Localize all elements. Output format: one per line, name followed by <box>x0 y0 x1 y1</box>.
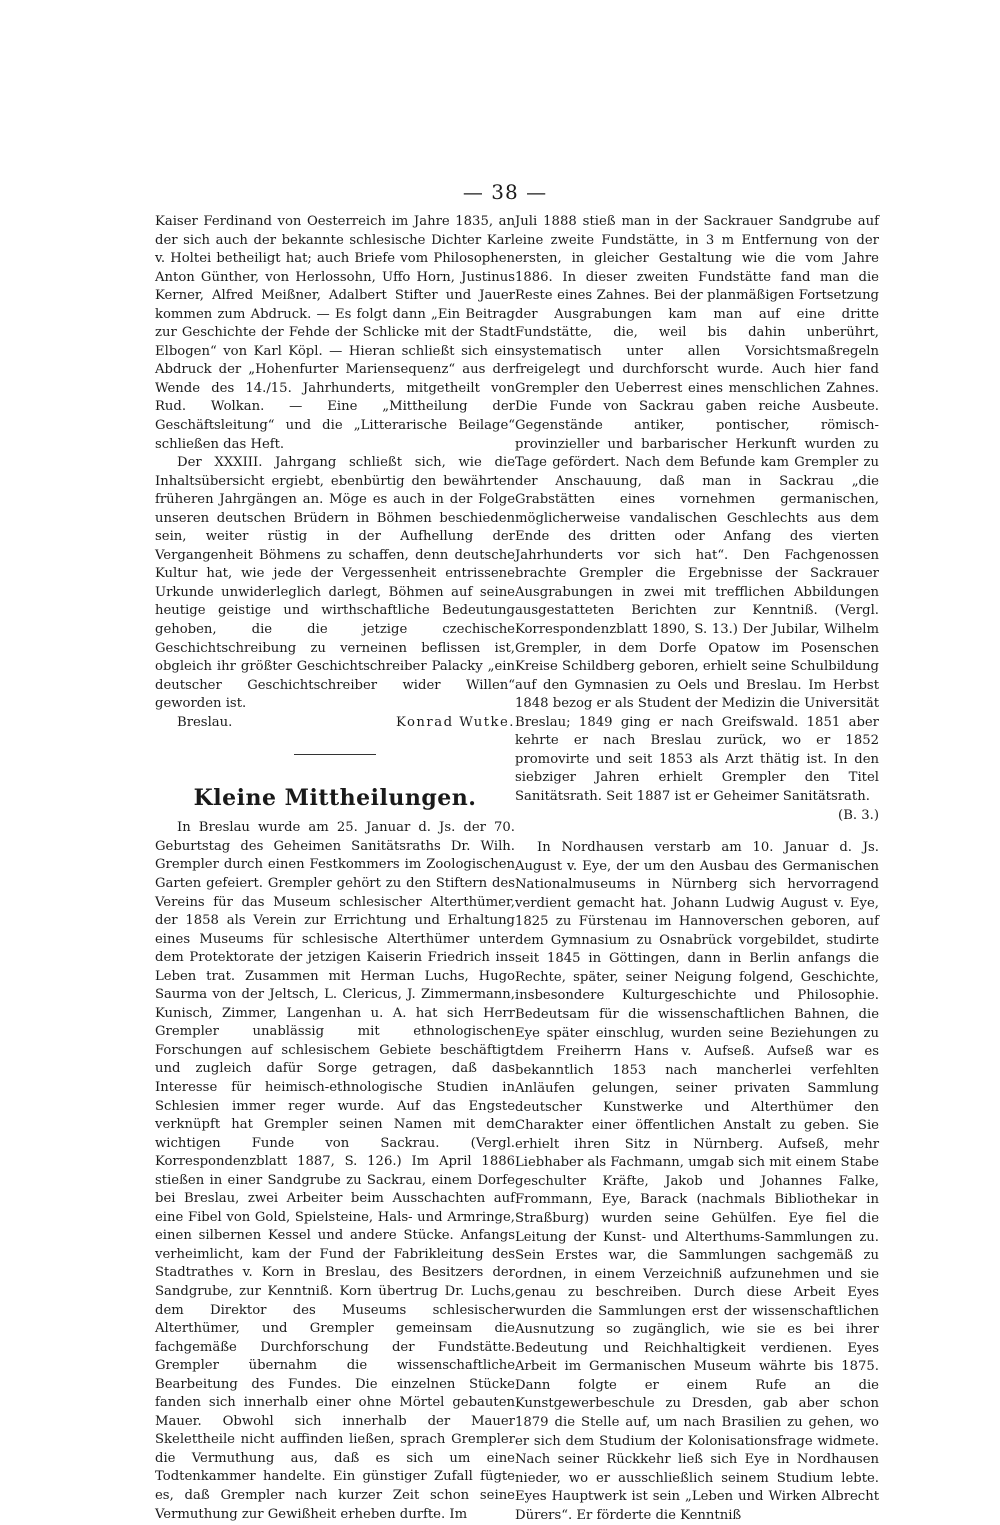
paragraph-gap <box>515 825 879 839</box>
left-column <box>155 213 515 1524</box>
breslau-paragraph: In Breslau wurde am 25. Januar d. Js. der 70. Geburtstag des Geheimen Sanitätsraths Dr. Wilh. Grempler durch einen Festkommers im Zoologischen Garten gefeiert. Grempler gehört zu den Stiftern des Vereins für das Museum schlesischer Alterthümer, der 1858 als Verein zur Errichtung und Erhaltung eines Museums für schlesische Alterthümer unter dem Protektorate der jetzigen Kaiserin Friedrich ins Leben trat. Zusammen mit Herman Luchs, Hugo Saurma von der Jeltsch, L. Clericus, J. Zimmermann, Kunisch, Zimmer, Langenhan u. A. hat sich Herr Grempler unablässig mit ethnologischen Forschungen auf schlesischem Gebiete beschäftigt und zugleich dafür Sorge getragen, daß das Interesse für heimisch-ethnologische Studien in Schlesien immer reger wurde. Auf das Engste verknüpft hat Grempler seinen Namen mit dem wichtigen Funde von Sackrau. (Vergl. Korrespondenzblatt 1887, S. 126.) Im April 1886 stießen in einer Sandgrube zu Sackrau, einem Dorfe bei Breslau, zwei Arbeiter beim Ausschachten auf eine Fibel von Gold, Spielsteine, Hals- und Armringe, einen silbernen Kessel und andere Stücke. Anfangs verheimlicht, kam der Fund der Fabrikleitung des Stadtrathes v. Korn in Breslau, des Besitzers der Sandgrube, zur Kenntniß. Korn übertrug Dr. Luchs, dem Direktor des Museums schlesischer Alterthümer, und Grempler gemeinsam die fachgemäße Durchforschung der Fundstätte. Grempler übernahm die wissenschaftliche Bearbeitung des Fundes. Die einzelnen Stücke fanden sich innerhalb einer ohne Mörtel gebauten Mauer. Obwohl sich innerhalb der Mauer Skelettheile nicht auffinden ließen, sprach Grempler die Vermuthung aus, daß es sich um eine Todtenkammer handelte. Ein günstiger Zufall fügte es, daß Grempler nach kurzer Zeit schon seine Vermuthung zur Gewißheit erheben durfte. Im <box>155 820 515 1522</box>
breslau-paragraph-continued <box>515 213 879 823</box>
author-initials: (B. 3.) <box>838 807 879 823</box>
nordhausen-paragraph: In Nordhausen verstarb am 10. Januar d. Js. August v. Eye, der um den Ausbau des Germanischen Nationalmuseums in Nürnberg sich hervorragend verdient gemacht hat. Johann Ludwig August v. Eye, 1825 zu Fürstenau im Hannoverschen geboren, auf dem Gymnasium zu Osnabrück vorgebildet, studirte seit 1845 in Göttingen, dann in Berlin anfangs die Rechte, später, seiner Neigung folgend, Geschichte, insbesondere Kulturgeschichte und Philosophie. Bedeutsam für die wissenschaftlichen Bahnen, die Eye später einschlug, wurden seine Beziehungen zu dem Freiherrn Hans v. Aufseß. Aufseß war es bekanntlich 1853 nach mancherlei verfehlten Anläufen gelungen, seiner privaten Sammlung deutscher Kunstwerke und Alterthümer den Charakter einer öffentlichen Anstalt zu geben. Sie erhielt ihren Sitz in Nürnberg. Aufseß, mehr Liebhaber als Fachmann, umgab sich mit einem Stabe geschulter Kräfte, Jakob und Johannes Falke, Frommann, Eye, Barack (nachmals Bibliothekar in Straßburg) wurden seine Gehülfen. Eye fiel die Leitung der Kunst- und Alterthums-Sammlungen zu. Sein Erstes war, die Sammlungen sachgemäß zu ordnen, in einem Verzeichniß aufzunehmen und sie genau zu beschreiben. Durch diese Arbeit Eyes wurden die Sammlungen erst der wissenschaftlichen Ausnutzung so zugänglich, wie sie es bei ihrer Bedeutung und Reichhaltigkeit verdienen. Eyes Arbeit im Germanischen Museum währte bis 1875. Dann folgte er einem Rufe an die Kunstgewerbeschule zu Dresden, gab aber schon 1879 die Stelle auf, um nach Brasilien zu gehen, wo er sich dem Studium der Kolonisationsfrage widmete. Nach seiner Rückkehr ließ sich Eye in Nordhausen nieder, wo er ausschließlich seinem Studium lebte. Eyes Hauptwerk ist sein „Leben und Wirken Albrecht Dürers“. Er förderte die Kenntniß <box>515 840 879 1523</box>
section-heading: Kleine Mittheilungen. <box>193 785 477 812</box>
signature-place: Breslau. <box>177 714 233 730</box>
signature-name: Konrad Wutke. <box>395 714 515 730</box>
section-divider <box>294 754 376 755</box>
page-number: — 38 — <box>462 180 548 204</box>
right-column <box>515 213 879 1525</box>
review-paragraph-1: Kaiser Ferdinand von Oesterreich im Jahre 1835, an der sich auch der bekannte schlesische Dichter Karl v. Holtei betheiligt hat; auch Briefe vom Philosophen Anton Günther, von Herlossohn, Uffo Horn, Justinus Kerner, Alfred Meißner, Adalbert Stifter und Jauer kommen zum Abdruck. — Es folgt dann „Ein Beitrag zur Geschichte der Fehde der Schlicke mit der Stadt Elbogen“ von Karl Köpl. — Hieran schließt sich ein Abdruck der „Hohenfurter Mariensequenz“ aus der Wende des 14./15. Jahrhunderts, mitgetheilt von Rud. Wolkan. — Eine „Mittheilung der Geschäftsleitung“ und die „Litterarische Beilage“ schließen das Heft. <box>155 214 515 452</box>
breslau-paragraph-continued-text: Juli 1888 stieß man in der Sackrauer Sandgrube auf eine zweite Fundstätte, in 3 m Entfernung von der ersten, in gleicher Gestaltung wie die vom Jahre 1886. In dieser zweiten Fundstätte fand man die Reste eines Zahnes. Bei der planmäßigen Fortsetzung der Ausgrabungen kam man auf eine dritte Fundstätte, die, weil bis dahin unberührt, systematisch unter allen Vorsichtsmaßregeln freigelegt und durchforscht wurde. Auch hier fand Grempler den Ueberrest eines menschlichen Zahnes. Die Funde von Sackrau gaben reiche Ausbeute. Gegenstände antiker, pontischer, römisch-provinzieller und barbarischer Herkunft wurden zu Tage gefördert. Nach dem Befunde kam Grempler zu der Anschauung, daß man in Sackrau „die Grabstätten eines vornehmen germanischen, möglicherweise vandalischen Geschlechts aus dem Ende des dritten oder Anfang des vierten Jahrhunderts vor sich hat“. Den Fachgenossen brachte Grempler die Ergebnisse der Sackrauer Ausgrabungen in zwei mit trefflichen Abbildungen ausgestatteten Berichten zur Kenntniß. (Vergl. Korrespondenzblatt 1890, S. 13.) Der Jubilar, Wilhelm Grempler, in dem Dorfe Opatow im Posenschen Kreise Schildberg geboren, erhielt seine Schulbildung auf den Gymnasien zu Oels und Breslau. Im Herbst 1848 bezog er als Student der Medizin die Universität Breslau; 1849 ging er nach Greifswald. 1851 aber kehrte er nach Breslau zurück, wo er 1852 promovirte und seit 1853 als Arzt thätig ist. In den siebziger Jahren erhielt Grempler den Titel Sanitätsrath. Seit 1887 ist er Geheimer Sanitätsrath. <box>515 214 879 804</box>
review-paragraph-2: Der XXXIII. Jahrgang schließt sich, wie die Inhaltsübersicht ergiebt, ebenbürtig den bewährten früheren Jahrgängen an. Möge es auch in der Folge unseren deutschen Brüdern in Böhmen beschieden sein, weiter rüstig in der Aufhellung der Vergangenheit Böhmens zu schaffen, denn deutsche Kultur hat, wie jede der Vergessenheit entrissene Urkunde unwiderleglich darlegt, Böhmen auf seine heutige geistige und wirthschaftliche Bedeutung gehoben, die die jetzige czechische Geschichtschreibung zu verneinen beflissen ist, obgleich ihr größter Geschichtschreiber Palacky „ein deutscher Geschichtschreiber wider Willen“ geworden ist. <box>155 455 515 712</box>
signature-line <box>155 714 515 733</box>
